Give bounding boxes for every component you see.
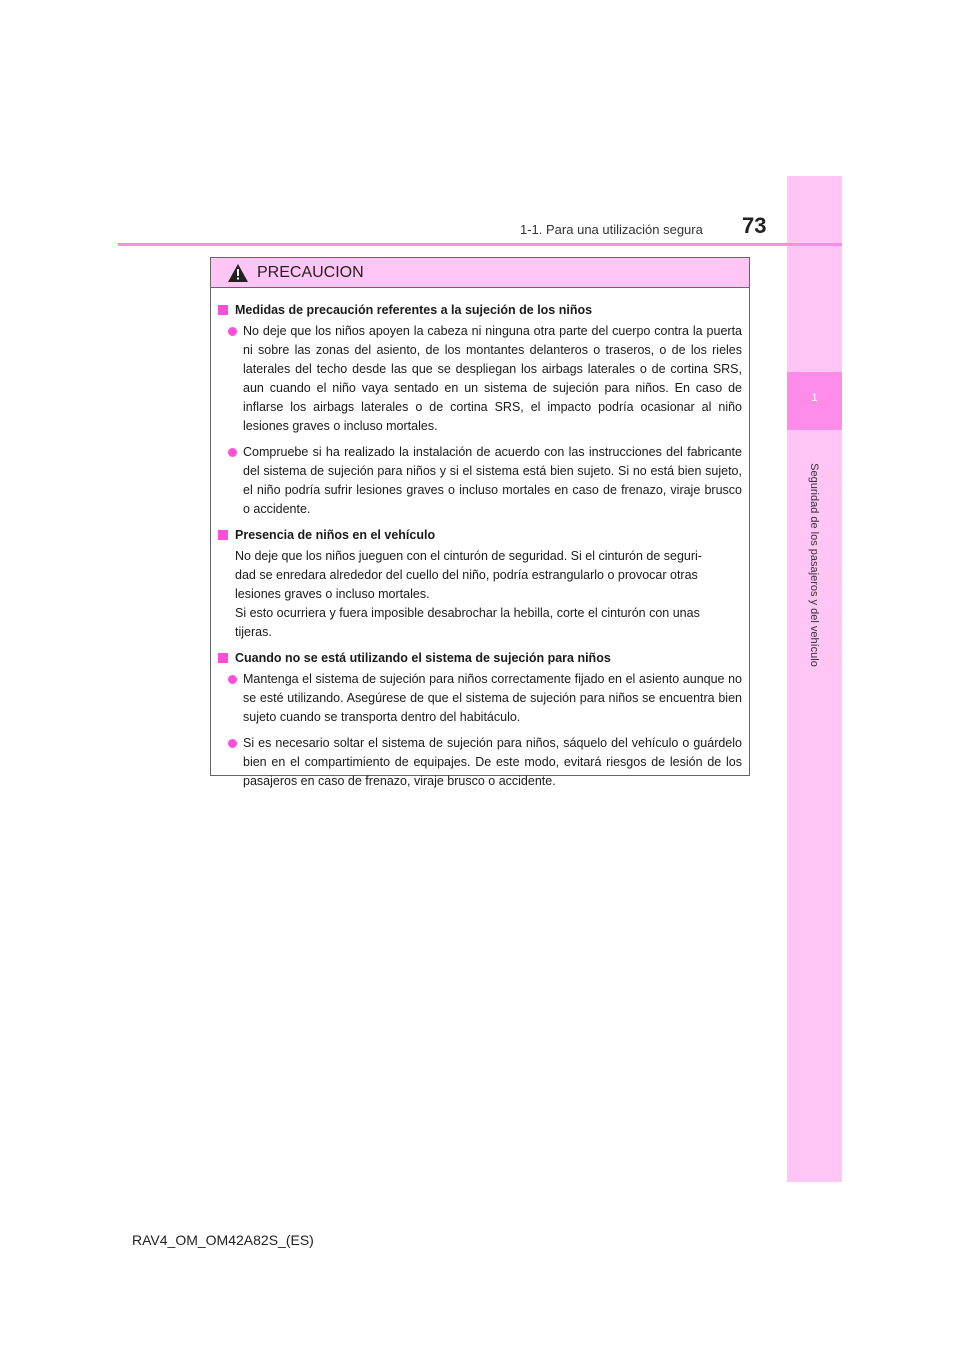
chapter-number: 1 [811,392,818,404]
page-number: 73 [742,213,767,238]
square-bullet-icon [218,653,228,663]
section-heading: Cuando no se está utilizando el sistema de sujeción para niños [235,651,611,665]
header-rule [118,243,842,246]
document-code: RAV4_OM_OM42A82S_(ES) [132,1232,314,1248]
round-bullet-icon [228,327,237,336]
round-bullet-icon [228,739,237,748]
section-child-restraint-precautions [218,301,742,519]
list-item: No deje que los niños apoyen la cabeza ni ninguna otra parte del cuerpo contra la puerta ni sobre las zonas del asiento, de los montantes delanteros o traseros, o de los rieles laterales del techo desde las que se despliegan los airbags laterales o de cortina SRS, aun cuando el niño vaya sentado en un sistema de sujeción para niños. En caso de inflarse los airbags laterales o de cortina SRS, el impacto podría ocasionar al niño lesiones graves o incluso mortales. [218,322,742,436]
caution-body [211,288,749,791]
list-item: Mantenga el sistema de sujeción para niños correctamente fijado en el asiento aunque no se esté utilizando. Asegúrese de que el sistema de sujeción para niños se encuentra bien sujeto cuando se transporta dentro del habitáculo. [218,670,742,727]
section-heading: Medidas de precaución referentes a la sujeción de los niños [235,303,593,317]
section-heading: Presencia de niños en el vehículo [235,528,436,542]
square-bullet-icon [218,530,228,540]
round-bullet-icon [228,675,237,684]
list-item: Compruebe si ha realizado la instalación de acuerdo con las instrucciones del fabricante del sistema de sujeción para niños y si el sistema está bien sujeto. Si no está bien sujeto, el niño podría sufrir lesiones graves o incluso mortales en caso de frenazo, viraje brusco o accidente. [218,443,742,519]
chapter-label: Seguridad de los pasajeros y del vehículo [808,463,820,667]
caution-header [211,258,749,288]
caution-box [210,257,750,788]
caution-title: PRECAUCION [257,263,364,281]
section-title: 1-1. Para una utilización segura [520,222,703,237]
warning-triangle-icon [227,263,249,283]
paragraph: No deje que los niños jueguen con el cinturón de seguridad. Si el cinturón de seguri- dad se enredara alrededor del cuello del niño, podría estrangularlo o provocar otras lesiones graves o incluso mortales. Si esto ocurriera y fuera imposible desabrochar la hebilla, corte el cinturón con unas tijeras. [235,549,702,639]
section-unused-restraint [218,649,742,791]
section-children-in-vehicle [218,526,742,642]
square-bullet-icon [218,305,228,315]
round-bullet-icon [228,448,237,457]
chapter-side-tab [787,176,842,1182]
list-item: Si es necesario soltar el sistema de sujeción para niños, sáquelo del vehículo o guárdelo bien en el compartimiento de equipajes. De este modo, evitará riesgos de lesión de los pasajeros en caso de frenazo, viraje brusco o accidente. [218,734,742,791]
